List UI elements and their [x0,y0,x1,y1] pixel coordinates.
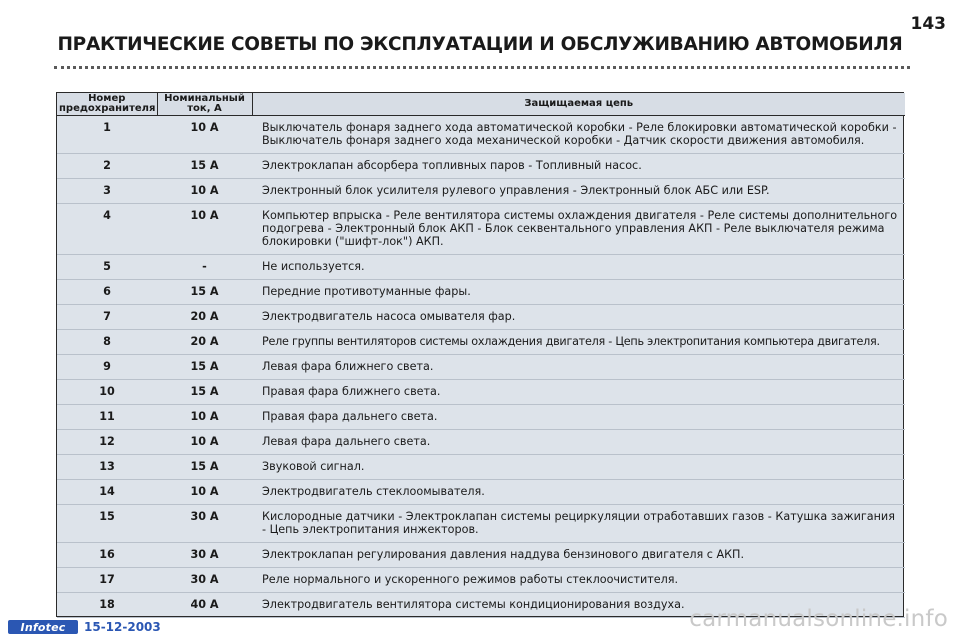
fuse-number-cell: 18 [57,592,157,617]
fuse-number-cell: 13 [57,454,157,479]
column-header-rated-current: Номинальный ток, А [157,93,252,115]
column-header-protected-circuit: Защищаемая цепь [252,93,905,115]
table-row [57,567,905,592]
fuse-number-cell: 11 [57,404,157,429]
protected-circuit-cell: Электродвигатель вентилятора системы кондиционирования воздуха. [252,592,905,617]
table-row [57,178,905,203]
table-row [57,404,905,429]
watermark: carmanualsonline.info [689,606,948,632]
protected-circuit-cell: Электродвигатель насоса омывателя фар. [252,304,905,329]
protected-circuit-cell: Правая фара ближнего света. [252,379,905,404]
protected-circuit-cell: Левая фара ближнего света. [252,354,905,379]
rated-current-cell: 15 A [157,379,252,404]
fuse-number-cell: 17 [57,567,157,592]
table-row [57,254,905,279]
table-row [57,115,905,153]
fuse-number-cell: 7 [57,304,157,329]
protected-circuit-cell: Звуковой сигнал. [252,454,905,479]
fuse-number-cell: 10 [57,379,157,404]
rated-current-cell: 10 A [157,178,252,203]
page-number: 143 [910,14,946,34]
table-row [57,279,905,304]
rated-current-cell: 20 A [157,304,252,329]
table-row [57,203,905,254]
fuse-number-cell: 5 [57,254,157,279]
table-row [57,429,905,454]
rated-current-cell: 30 A [157,542,252,567]
protected-circuit-cell: Реле группы вентиляторов системы охлаждения двигателя - Цепь электропитания компьютера двигателя. [252,329,905,354]
infotec-logo-text: Infotec [20,620,66,634]
protected-circuit-cell: Реле нормального и ускоренного режимов работы стеклоочистителя. [252,567,905,592]
table-row [57,329,905,354]
table-row [57,354,905,379]
title-divider [54,66,910,69]
table-row [57,454,905,479]
table-row [57,153,905,178]
protected-circuit-cell: Передние противотуманные фары. [252,279,905,304]
rated-current-cell: 40 A [157,592,252,617]
fuse-number-cell: 9 [57,354,157,379]
fuse-number-cell: 14 [57,479,157,504]
column-header-fuse-number: Номер предохранителя [59,93,156,115]
fuse-number-cell: 8 [57,329,157,354]
fuse-number-cell: 4 [57,203,157,254]
fuse-number-cell: 16 [57,542,157,567]
protected-circuit-cell: Правая фара дальнего света. [252,404,905,429]
page-title: ПРАКТИЧЕСКИЕ СОВЕТЫ ПО ЭКСПЛУАТАЦИИ И ОБСЛУЖИВАНИЮ АВТОМОБИЛЯ [57,34,903,55]
protected-circuit-cell: Кислородные датчики - Электроклапан системы рециркуляции отработавших газов - Катушка зажигания - Цепь электропитания инжекторов. [252,504,905,542]
fuse-number-cell: 15 [57,504,157,542]
rated-current-cell: 15 A [157,454,252,479]
rated-current-cell: 10 A [157,404,252,429]
table-row [57,479,905,504]
protected-circuit-cell: Электродвигатель стеклоомывателя. [252,479,905,504]
rated-current-cell: 10 A [157,203,252,254]
rated-current-cell: 20 A [157,329,252,354]
rated-current-cell: 15 A [157,279,252,304]
table-row [57,504,905,542]
fuse-number-cell: 12 [57,429,157,454]
fuse-number-cell: 2 [57,153,157,178]
rated-current-cell: 10 A [157,429,252,454]
protected-circuit-cell: Выключатель фонаря заднего хода автоматической коробки - Реле блокировки автоматической коробки - Выключатель фонаря заднего хода механической коробки - Датчик скорости движения автомобиля. [252,115,905,153]
protected-circuit-cell: Электроклапан абсорбера топливных паров - Топливный насос. [252,153,905,178]
rated-current-cell: 30 A [157,567,252,592]
fuse-number-cell: 3 [57,178,157,203]
fuse-table-container [56,92,904,617]
table-row [57,304,905,329]
protected-circuit-cell: Левая фара дальнего света. [252,429,905,454]
footer-date: 15-12-2003 [84,620,161,634]
protected-circuit-cell: Не используется. [252,254,905,279]
protected-circuit-cell: Электроклапан регулирования давления наддува бензинового двигателя с АКП. [252,542,905,567]
protected-circuit-cell: Компьютер впрыска - Реле вентилятора системы охлаждения двигателя - Реле системы дополнительного подогрева - Электронный блок АКП - Блок секвентального управления АКП - Реле выключателя режима блокировки ("шифт-лок") АКП. [252,203,905,254]
fuse-table [57,93,905,618]
table-row [57,379,905,404]
protected-circuit-cell: Электронный блок усилителя рулевого управления - Электронный блок АБС или ESP. [252,178,905,203]
table-row [57,542,905,567]
table-header-row [57,93,905,115]
rated-current-cell: 10 A [157,115,252,153]
fuse-number-cell: 6 [57,279,157,304]
rated-current-cell: 30 A [157,504,252,542]
rated-current-cell: - [157,254,252,279]
fuse-number-cell: 1 [57,115,157,153]
rated-current-cell: 15 A [157,354,252,379]
rated-current-cell: 15 A [157,153,252,178]
infotec-logo [8,620,78,634]
rated-current-cell: 10 A [157,479,252,504]
